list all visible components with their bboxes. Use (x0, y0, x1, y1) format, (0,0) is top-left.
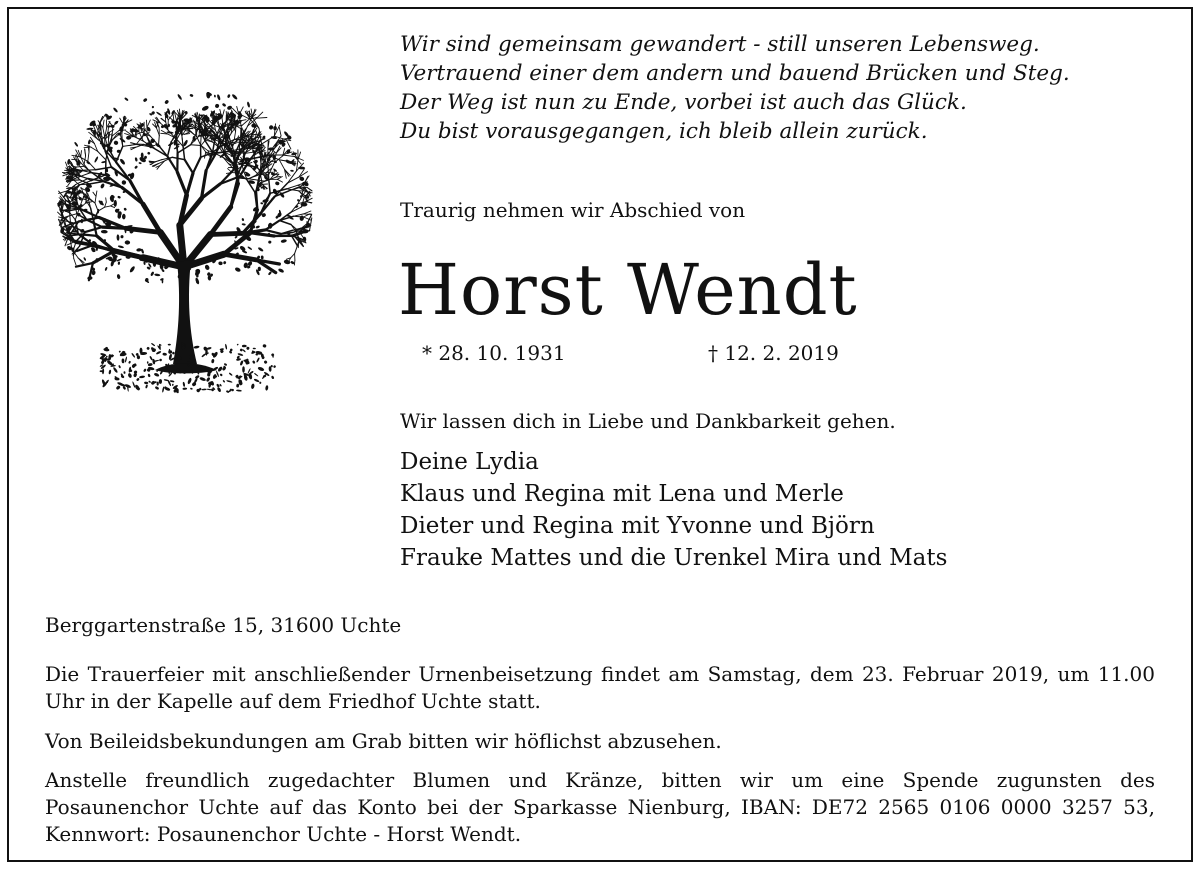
family-list (400, 446, 947, 574)
poem-line: Vertrauend einer dem andern und bauend Brücken und Steg. (400, 61, 1070, 86)
deceased-name: Horst Wendt (398, 249, 858, 331)
family-line: Frauke Mattes und die Urenkel Mira und Mats (400, 545, 948, 571)
condolence-note: Von Beileidsbekundungen am Grab bitten wir höflichst abzusehen. (45, 729, 722, 753)
tree-icon (45, 92, 325, 402)
farewell-text: Wir lassen dich in Liebe und Dankbarkeit gehen. (400, 409, 896, 433)
poem-line: Der Weg ist nun zu Ende, vorbei ist auch das Glück. (400, 90, 967, 115)
funeral-info: Die Trauerfeier mit anschließender Urnenbeisetzung findet am Samstag, dem 23. Februar 2019, um 11.00 Uhr in der Kapelle auf dem Friedhof Uchte statt. (45, 662, 1155, 713)
address: Berggartenstraße 15, 31600 Uchte (45, 613, 402, 637)
family-line: Dieter und Regina mit Yvonne und Björn (400, 513, 875, 539)
poem-line: Du bist vorausgegangen, ich bleib allein zurück. (400, 119, 928, 144)
death-date: † 12. 2. 2019 (708, 341, 839, 365)
poem (400, 30, 1180, 146)
donation-note: Anstelle freundlich zugedachter Blumen und Kränze, bitten wir um eine Spende zugunsten des Posaunenchor Uchte auf das Konto bei der Sparkasse Nienburg, IBAN: DE72 2565 0106 0000 3257 53, Kennwort: Posaunenchor Uchte - Horst Wendt. (45, 768, 1155, 846)
intro-text: Traurig nehmen wir Abschied von (400, 198, 746, 222)
family-line: Klaus und Regina mit Lena und Merle (400, 481, 844, 507)
poem-line: Wir sind gemeinsam gewandert - still unseren Lebensweg. (400, 32, 1040, 57)
birth-date: * 28. 10. 1931 (422, 341, 566, 365)
family-line: Deine Lydia (400, 449, 539, 475)
